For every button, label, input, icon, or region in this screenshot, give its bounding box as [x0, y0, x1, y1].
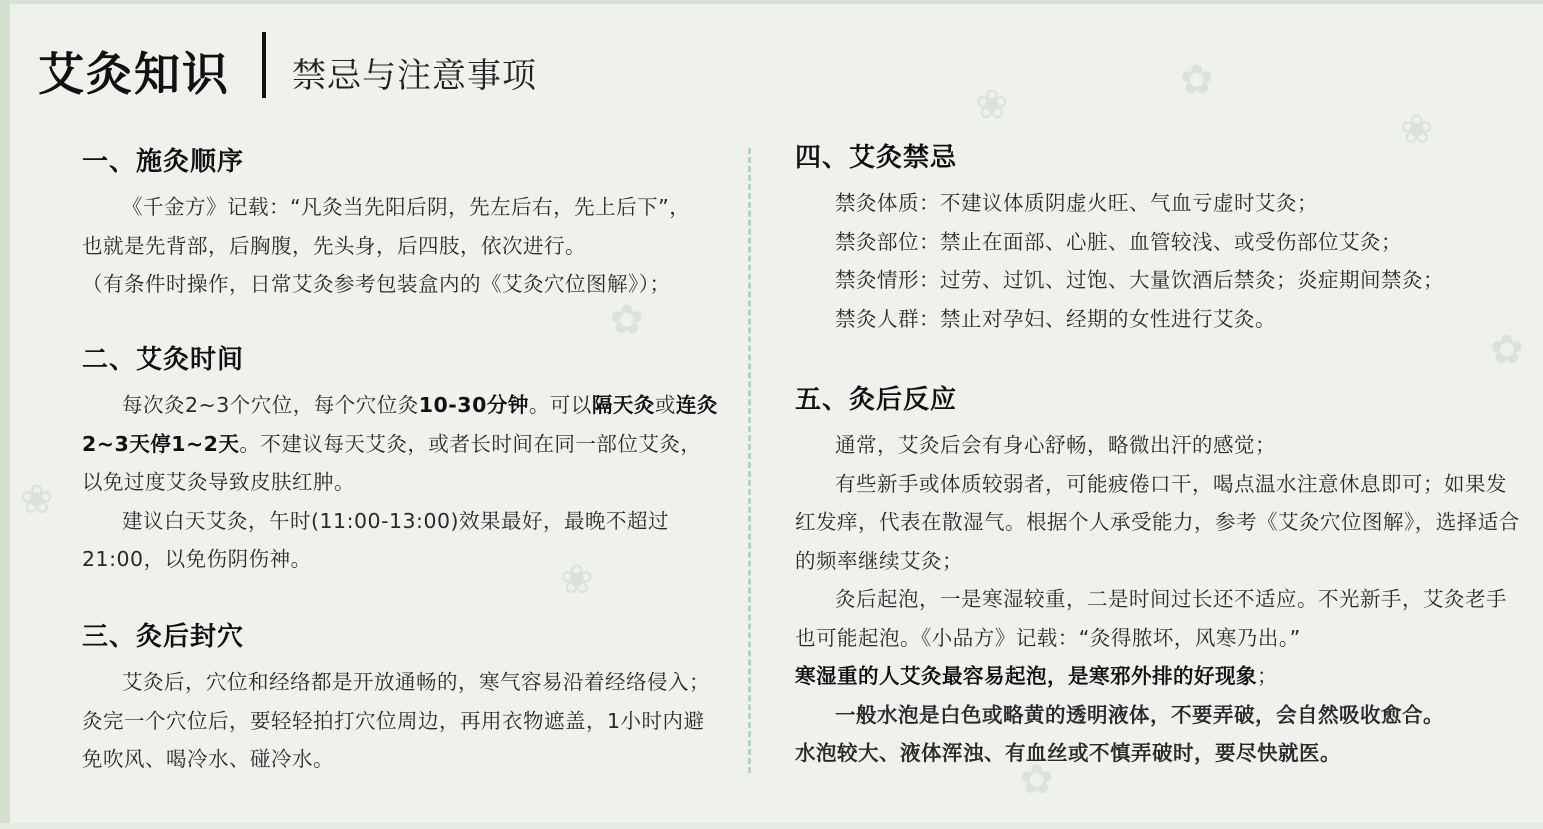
flower-pattern-icon: ❀: [20, 477, 54, 523]
list-item: 禁灸体质：不建议体质阴虚火旺、气血亏虚时艾灸；: [835, 191, 1318, 215]
column-divider: [748, 148, 751, 773]
section-title: 一、施灸顺序: [82, 147, 245, 177]
flower-pattern-icon: ✿: [610, 297, 644, 343]
text-segment: 每次灸2~3个穴位，每个穴位灸: [122, 393, 419, 417]
paragraph: 有些新手或体质较弱者，可能疲倦口干，喝点温水注意休息即可；如果发红发痒，代表在散湿气。根据个人承受能力，参考《艾灸穴位图解》，选择适合的频率继续艾灸；: [795, 471, 1520, 573]
section-title: 二、艾灸时间: [82, 345, 245, 375]
list-item: 禁灸部位：禁止在面部、心脏、血管较浅、或受伤部位艾灸；: [835, 229, 1402, 254]
paragraph: 也就是先背部，后胸腹，先头身，后四肢，依次进行。: [82, 233, 586, 258]
section-moxibustion-order: [82, 142, 732, 304]
bold-text: 连灸2~3天停1~2天: [82, 393, 718, 456]
section-title: 四、艾灸禁忌: [795, 143, 958, 173]
bold-text: 10-30分钟: [418, 393, 529, 417]
paragraph: 灸后起泡，一是寒湿较重，二是时间过长还不适应。不光新手，艾灸老手也可能起泡。《小品方》记载：“灸得脓坏，风寒乃出。”: [795, 587, 1507, 650]
text-segment: 。可以: [528, 393, 592, 417]
flower-pattern-icon: ❀: [560, 557, 594, 603]
text-segment: 。不建议每天艾灸，或者长时间在同一部位艾灸，以免过度艾灸导致皮肤红肿。: [82, 431, 702, 494]
flower-pattern-icon: ❀: [975, 82, 1009, 128]
text-segment: ；: [1257, 664, 1278, 688]
list-item: 禁灸人群：禁止对孕妇、经期的女性进行艾灸。: [835, 306, 1276, 331]
background-left-band: [0, 0, 10, 829]
section-contraindications: [795, 138, 1515, 338]
paragraph: [795, 657, 1525, 696]
bold-text: 寒湿重的人艾灸最容易起泡，是寒邪外排的好现象: [795, 664, 1257, 688]
background-top-band: [0, 0, 1543, 4]
section-title: 五、灸后反应: [795, 385, 958, 415]
page-title: 艾灸知识: [38, 47, 230, 101]
section-seal-acupoint: [82, 617, 722, 779]
list-item: 禁灸情形：过劳、过饥、过饱、大量饮酒后禁灸；炎症期间禁灸；: [835, 268, 1444, 292]
warning-paragraph: 水泡较大、液体浑浊、有血丝或不慎弄破时，要尽快就医。: [795, 741, 1341, 765]
text-segment: 或: [654, 393, 676, 417]
section-moxibustion-time: [82, 340, 722, 579]
highlight-paragraph: 一般水泡是白色或略黄的透明液体，不要弄破，会自然吸收愈合。: [835, 702, 1444, 727]
paragraph: 建议白天艾灸，午时(11:00-13:00)效果最好，最晚不超过21:00，以免伤阴伤神。: [82, 508, 670, 571]
paragraph: 通常，艾灸后会有身心舒畅，略微出汗的感觉；: [835, 433, 1276, 457]
section-title: 三、灸后封穴: [82, 622, 245, 652]
flower-pattern-icon: ✿: [1020, 757, 1054, 803]
header-divider: [262, 32, 266, 98]
flower-pattern-icon: ✿: [1180, 57, 1214, 103]
bold-text: 隔天灸: [591, 393, 655, 417]
section-after-reactions: [795, 380, 1525, 773]
page-subtitle: 禁忌与注意事项: [292, 56, 537, 96]
flower-pattern-icon: ✿: [1490, 327, 1524, 373]
paragraph: （有条件时操作，日常艾灸参考包装盒内的《艾灸穴位图解》）；: [82, 272, 671, 296]
background-bottom-band: [0, 823, 1543, 829]
paragraph: [82, 386, 722, 502]
flower-pattern-icon: ❀: [1400, 107, 1434, 153]
paragraph: 《千金方》记载：“凡灸当先阳后阴，先左后右，先上后下”，: [122, 195, 691, 219]
paragraph: 艾灸后，穴位和经络都是开放通畅的，寒气容易沿着经络侵入；灸完一个穴位后，要轻轻拍打穴位周边，再用衣物遮盖，1小时内避免吹风、喝冷水、碰冷水。: [82, 670, 710, 771]
